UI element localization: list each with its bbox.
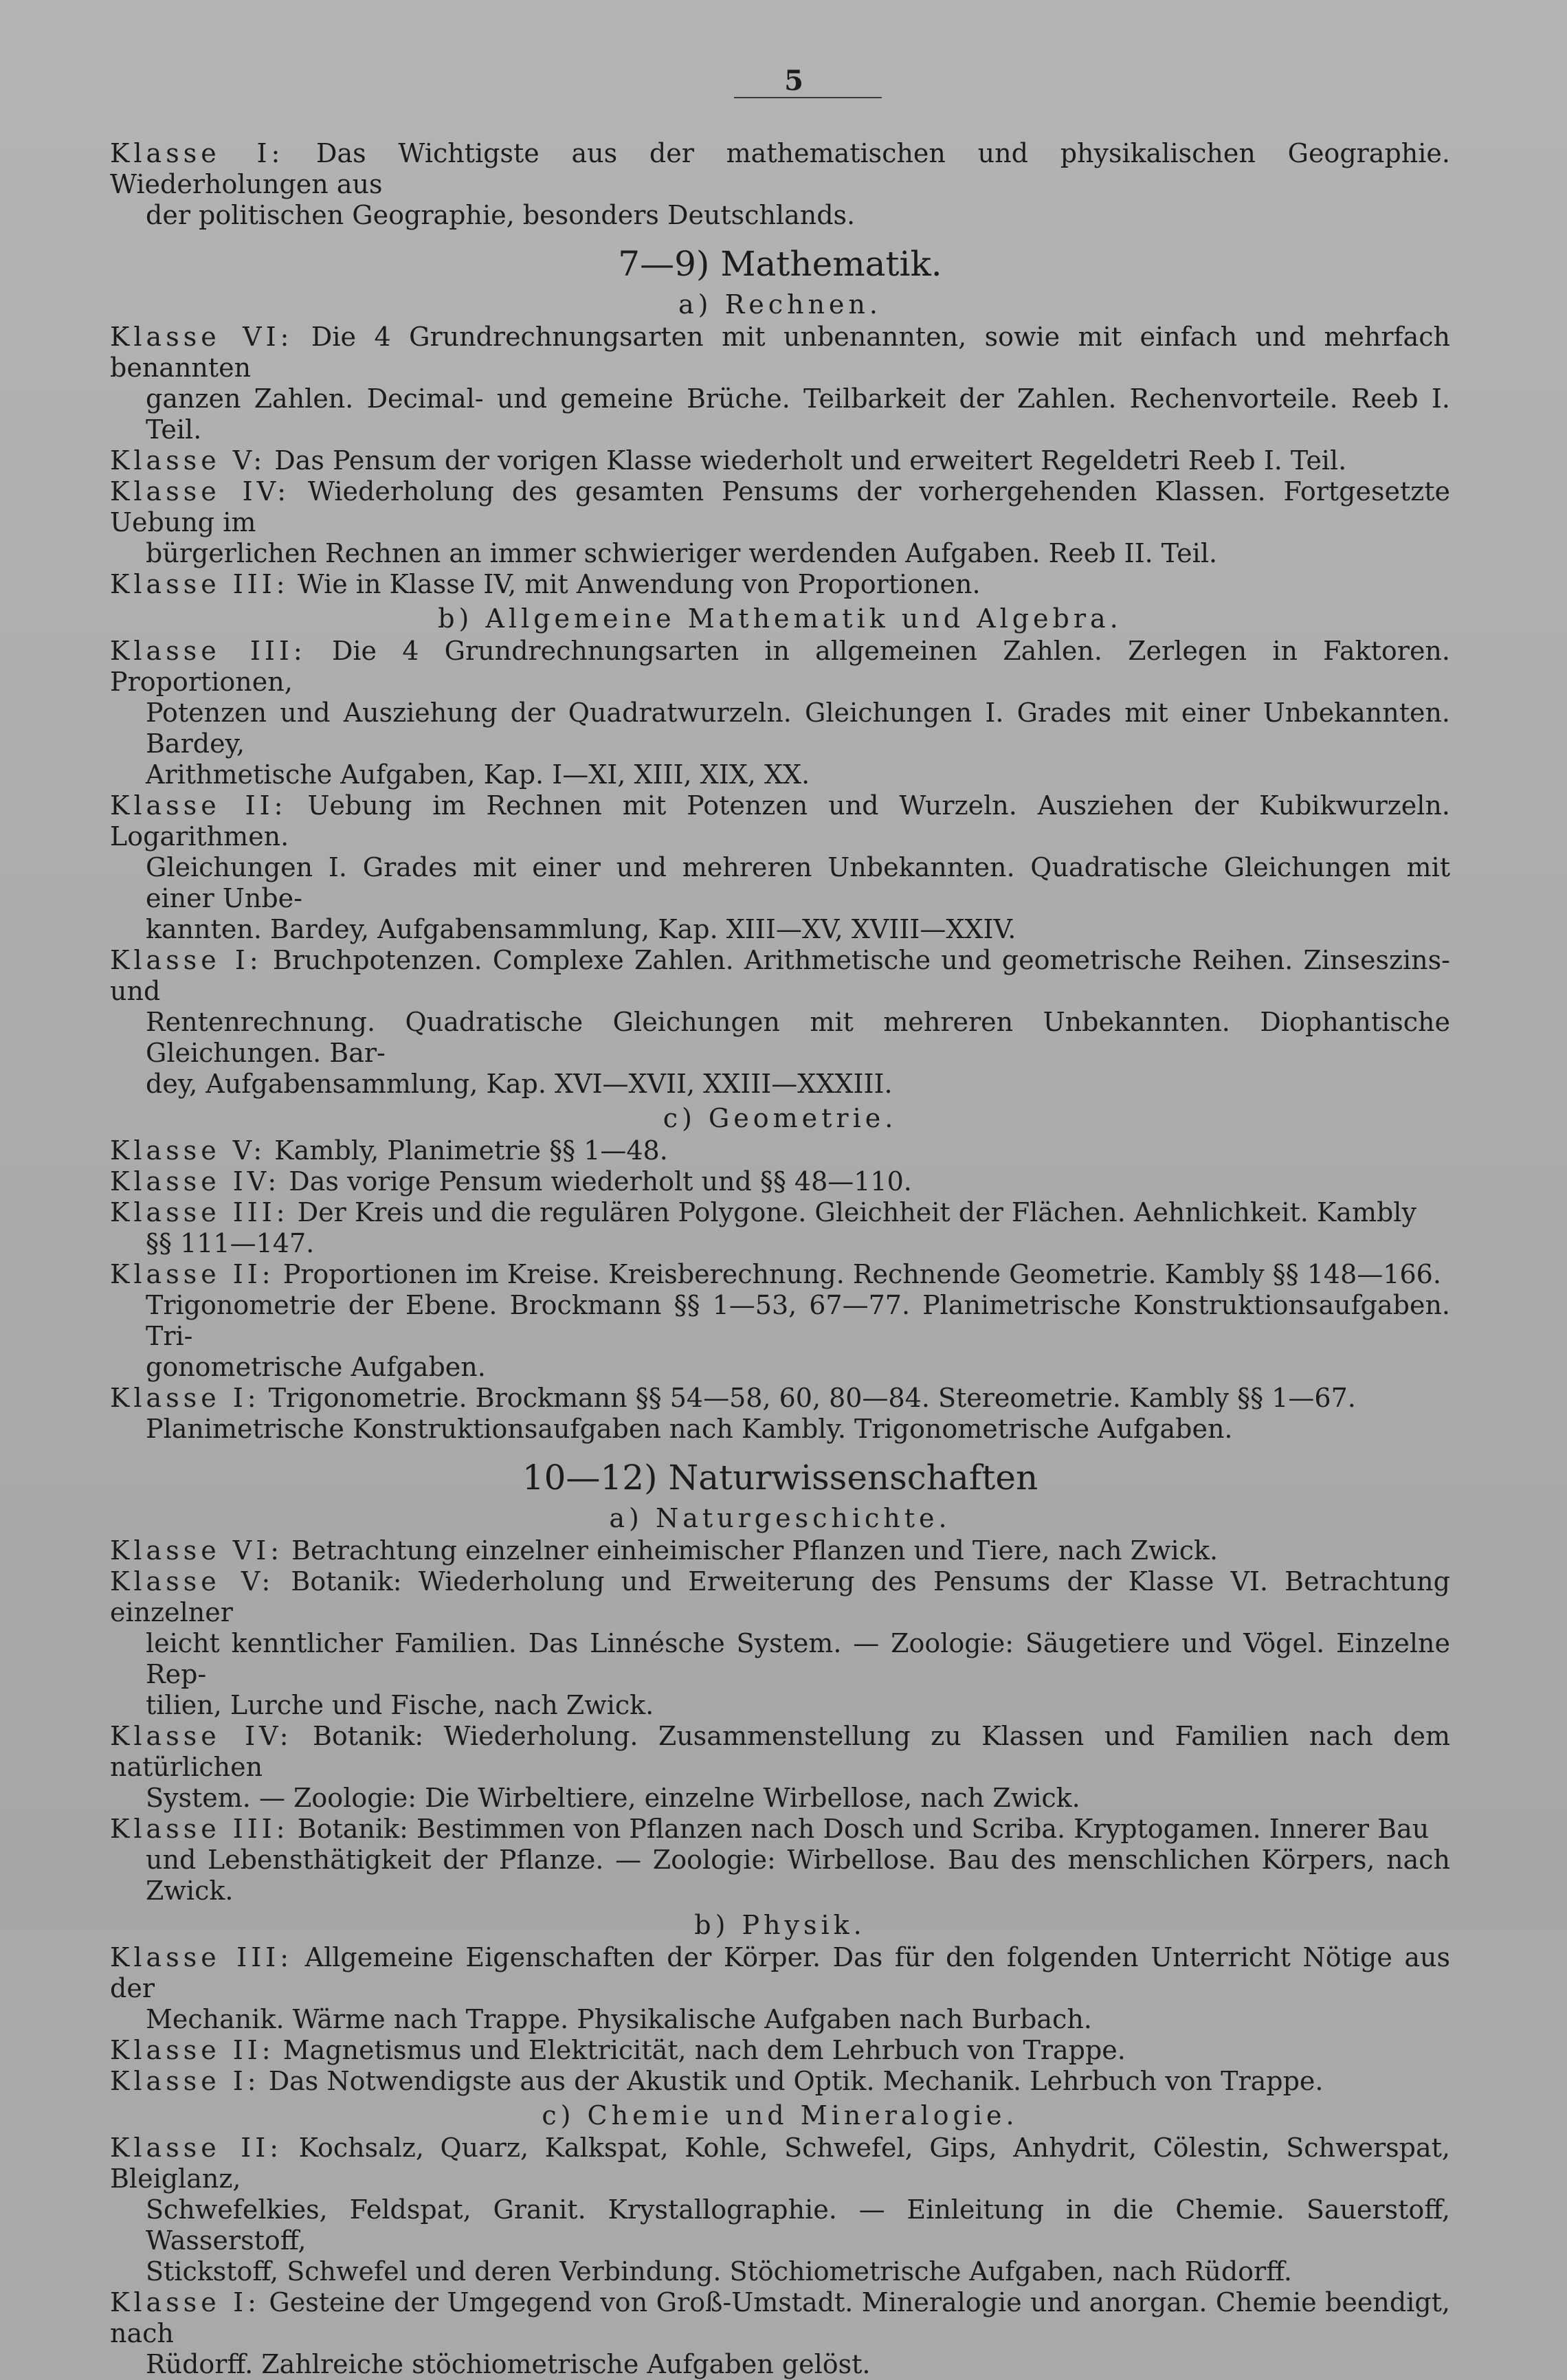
entry-text: Der Kreis und die regulären Polygone. Gleichheit der Flächen. Aehnlichkeit. Kambly (297, 1197, 1416, 1227)
klasse-entry (110, 1721, 1450, 1814)
entry-text: Magnetismus und Elektricität, nach dem Lehrbuch von Trappe. (282, 2035, 1126, 2065)
entry-text: Proportionen im Kreise. Kreisberechnung. Rechnende Geometrie. Kambly §§ 148—166. (282, 1259, 1441, 1289)
klasse-label: Klasse V: (110, 1566, 275, 1597)
klasse-entry (110, 636, 1450, 790)
entry-continuation: ganzen Zahlen. Decimal- und gemeine Brüche. Teilbarkeit der Zahlen. Rechenvorteile. Reeb I. Teil. (146, 383, 1450, 445)
entry-text: Kambly, Planimetrie §§ 1—48. (274, 1135, 668, 1166)
klasse-label: Klasse IV: (110, 476, 291, 507)
intro-entry (110, 138, 1450, 231)
klasse-entry (110, 476, 1450, 569)
section-entries (110, 2133, 1450, 2380)
entry-continuation: Rüdorff. Zahlreiche stöchiometrische Aufgaben gelöst. (146, 2349, 871, 2379)
entry-continuation: Planimetrische Konstruktionsaufgaben nach Kambly. Trigonometrische Aufgaben. (146, 1414, 1233, 1444)
klasse-label: Klasse V: (110, 445, 267, 476)
entry-continuation: und Lebensthätigkeit der Pflanze. — Zoologie: Wirbellose. Bau des menschlichen Körpers, nach Zwick. (146, 1845, 1450, 1906)
entry-continuation: kannten. Bardey, Aufgabensammlung, Kap. XIII—XV, XVIII—XXIV. (146, 914, 1016, 944)
klasse-label: Klasse III: (110, 1942, 293, 1972)
section-entries (110, 1942, 1450, 2097)
entry-continuation: bürgerlichen Rechnen an immer schwieriger werdenden Aufgaben. Reeb II. Teil. (146, 538, 1218, 568)
entry-text: Betrachtung einzelner einheimischer Pflanzen und Tiere, nach Zwick. (291, 1535, 1219, 1566)
page-number-rule (734, 97, 882, 98)
klasse-entry (110, 2035, 1450, 2066)
klasse-entry (110, 2133, 1450, 2287)
klasse-entry (110, 1166, 1450, 1197)
entry-text: Das Notwendigste aus der Akustik und Optik. Mechanik. Lehrbuch von Trappe. (268, 2066, 1324, 2096)
section-entries (110, 1135, 1450, 1445)
section-entries (110, 322, 1450, 600)
section-heading-physik: b) Physik. (694, 1910, 866, 1940)
entry-text: Wie in Klasse IV, mit Anwendung von Proportionen. (297, 569, 981, 599)
klasse-entry (110, 322, 1450, 445)
entry-text: Kochsalz, Quarz, Kalkspat, Kohle, Schwefel, Gips, Anhydrit, Cölestin, Schwerspat, Bleiglanz, (110, 2133, 1450, 2194)
klasse-label: Klasse II: (110, 2133, 283, 2163)
klasse-label: Klasse I: (110, 2287, 260, 2317)
entry-text: Botanik: Bestimmen von Pflanzen nach Dosch und Scriba. Kryptogamen. Innerer Bau (297, 1814, 1430, 1844)
klasse-entry (110, 1383, 1450, 1445)
klasse-label: Klasse VI: (110, 322, 293, 352)
entry-continuation: der politischen Geographie, besonders Deutschlands. (146, 200, 856, 230)
entry-text: Allgemeine Eigenschaften der Körper. Das für den folgenden Unterricht Nötige aus der (110, 1942, 1450, 2003)
entry-text: Botanik: Wiederholung und Erweiterung des Pensums der Klasse VI. Betrachtung einzelner (110, 1566, 1450, 1627)
chapter-title-naturwissenschaften: 10—12) Naturwissenschaften (522, 1458, 1038, 1498)
entry-text: Das Wichtigste aus der mathematischen und physikalischen Geographie. Wiederholungen aus (110, 138, 1450, 199)
klasse-label: Klasse IV: (110, 1721, 293, 1751)
section-entries (110, 1535, 1450, 1906)
klasse-entry (110, 790, 1450, 945)
section-heading-rechnen: a) Rechnen. (678, 289, 882, 320)
entry-text: Uebung im Rechnen mit Potenzen und Wurzeln. Ausziehen der Kubikwurzeln. Logarithmen. (110, 790, 1450, 852)
entry-continuation: Arithmetische Aufgaben, Kap. I—XI, XIII, XIX, XX. (146, 759, 810, 790)
entry-text: Wiederholung des gesamten Pensums der vorhergehenden Klassen. Fortgesetzte Uebung im (110, 476, 1450, 537)
klasse-entry (110, 569, 1450, 600)
klasse-entry (110, 945, 1450, 1100)
section-heading-geometrie: c) Geometrie. (663, 1103, 898, 1133)
entry-text: Trigonometrie. Brockmann §§ 54—58, 60, 80—84. Stereometrie. Kambly §§ 1—67. (268, 1383, 1356, 1413)
entry-continuation: Gleichungen I. Grades mit einer und mehreren Unbekannten. Quadratische Gleichungen mit einer Unbe- (146, 852, 1450, 913)
entry-continuation: §§ 111—147. (146, 1228, 315, 1258)
klasse-label: Klasse I: (110, 945, 263, 975)
page-number: 5 (784, 65, 803, 97)
klasse-entry (110, 1197, 1450, 1259)
klasse-label: Klasse II: (110, 790, 287, 821)
entry-continuation: Mechanik. Wärme nach Trappe. Physikalische Aufgaben nach Burbach. (146, 2004, 1092, 2034)
entry-continuation: Potenzen und Ausziehung der Quadratwurzeln. Gleichungen I. Grades mit einer Unbekannten. Bardey, (146, 698, 1450, 759)
section-heading-naturgeschichte: a) Naturgeschichte. (609, 1503, 951, 1533)
klasse-label: Klasse VI: (110, 1535, 284, 1566)
klasse-label: Klasse III: (110, 1197, 289, 1227)
klasse-label: Klasse V: (110, 1135, 267, 1166)
entry-text: Bruchpotenzen. Complexe Zahlen. Arithmetische und geometrische Reihen. Zinseszins- und (110, 945, 1450, 1006)
klasse-label: Klasse III: (110, 636, 307, 666)
entry-text: Botanik: Wiederholung. Zusammenstellung zu Klassen und Familien nach dem natürlichen (110, 1721, 1450, 1782)
entry-continuation: System. — Zoologie: Die Wirbeltiere, einzelne Wirbellose, nach Zwick. (146, 1783, 1080, 1813)
entry-text: Die 4 Grundrechnungsarten in allgemeinen Zahlen. Zerlegen in Faktoren. Proportionen, (110, 636, 1450, 697)
klasse-entry (110, 445, 1450, 476)
entry-continuation: Stickstoff, Schwefel und deren Verbindung. Stöchiometrische Aufgaben, nach Rüdorff. (146, 2256, 1292, 2287)
klasse-label: Klasse IV: (110, 1166, 281, 1197)
section-entries (110, 636, 1450, 1100)
entry-text: Das vorige Pensum wiederholt und §§ 48—110. (289, 1166, 912, 1197)
klasse-entry (110, 2287, 1450, 2380)
klasse-label: Klasse II: (110, 1259, 275, 1289)
section-heading-algebra: b) Allgemeine Mathematik und Algebra. (438, 603, 1122, 634)
klasse-label: Klasse I: (110, 138, 285, 168)
entry-continuation: tilien, Lurche und Fische, nach Zwick. (146, 1690, 654, 1720)
klasse-entry (110, 1942, 1450, 2035)
klasse-label: Klasse II: (110, 2035, 275, 2065)
entry-continuation: dey, Aufgabensammlung, Kap. XVI—XVII, XXIII—XXXIII. (146, 1069, 893, 1099)
entry-continuation: Trigonometrie der Ebene. Brockmann §§ 1—53, 67—77. Planimetrische Konstruktionsaufgaben. Tri- (146, 1290, 1450, 1351)
klasse-entry (110, 1814, 1450, 1906)
klasse-label: Klasse I: (110, 1383, 260, 1413)
klasse-label: Klasse III: (110, 569, 289, 599)
klasse-entry (110, 1566, 1450, 1721)
entry-continuation: Rentenrechnung. Quadratische Gleichungen mit mehreren Unbekannten. Diophantische Gleichungen. Bar- (146, 1007, 1450, 1068)
entry-text: Das Pensum der vorigen Klasse wiederholt und erweitert Regeldetri Reeb I. Teil. (274, 445, 1347, 476)
entry-text: Gesteine der Umgegend von Groß-Umstadt. Mineralogie und anorgan. Chemie beendigt, nach (110, 2287, 1450, 2348)
chapter-title-mathematik: 7—9) Mathematik. (618, 244, 942, 284)
section-heading-chemie: c) Chemie und Mineralogie. (542, 2100, 1019, 2131)
entry-continuation: Schwefelkies, Feldspat, Granit. Krystallographie. — Einleitung in die Chemie. Sauerstoff, Wasserstoff, (146, 2194, 1450, 2256)
klasse-label: Klasse I: (110, 2066, 260, 2096)
klasse-entry (110, 1259, 1450, 1383)
entry-continuation: gonometrische Aufgaben. (146, 1352, 486, 1382)
klasse-label: Klasse III: (110, 1814, 289, 1844)
entry-text: Die 4 Grundrechnungsarten mit unbenannten, sowie mit einfach und mehrfach benannten (110, 322, 1450, 383)
klasse-entry (110, 1135, 1450, 1166)
klasse-entry (110, 2066, 1450, 2097)
entry-continuation: leicht kenntlicher Familien. Das Linnésche System. — Zoologie: Säugetiere und Vögel. Einzelne Rep- (146, 1628, 1450, 1689)
klasse-entry (110, 1535, 1450, 1566)
